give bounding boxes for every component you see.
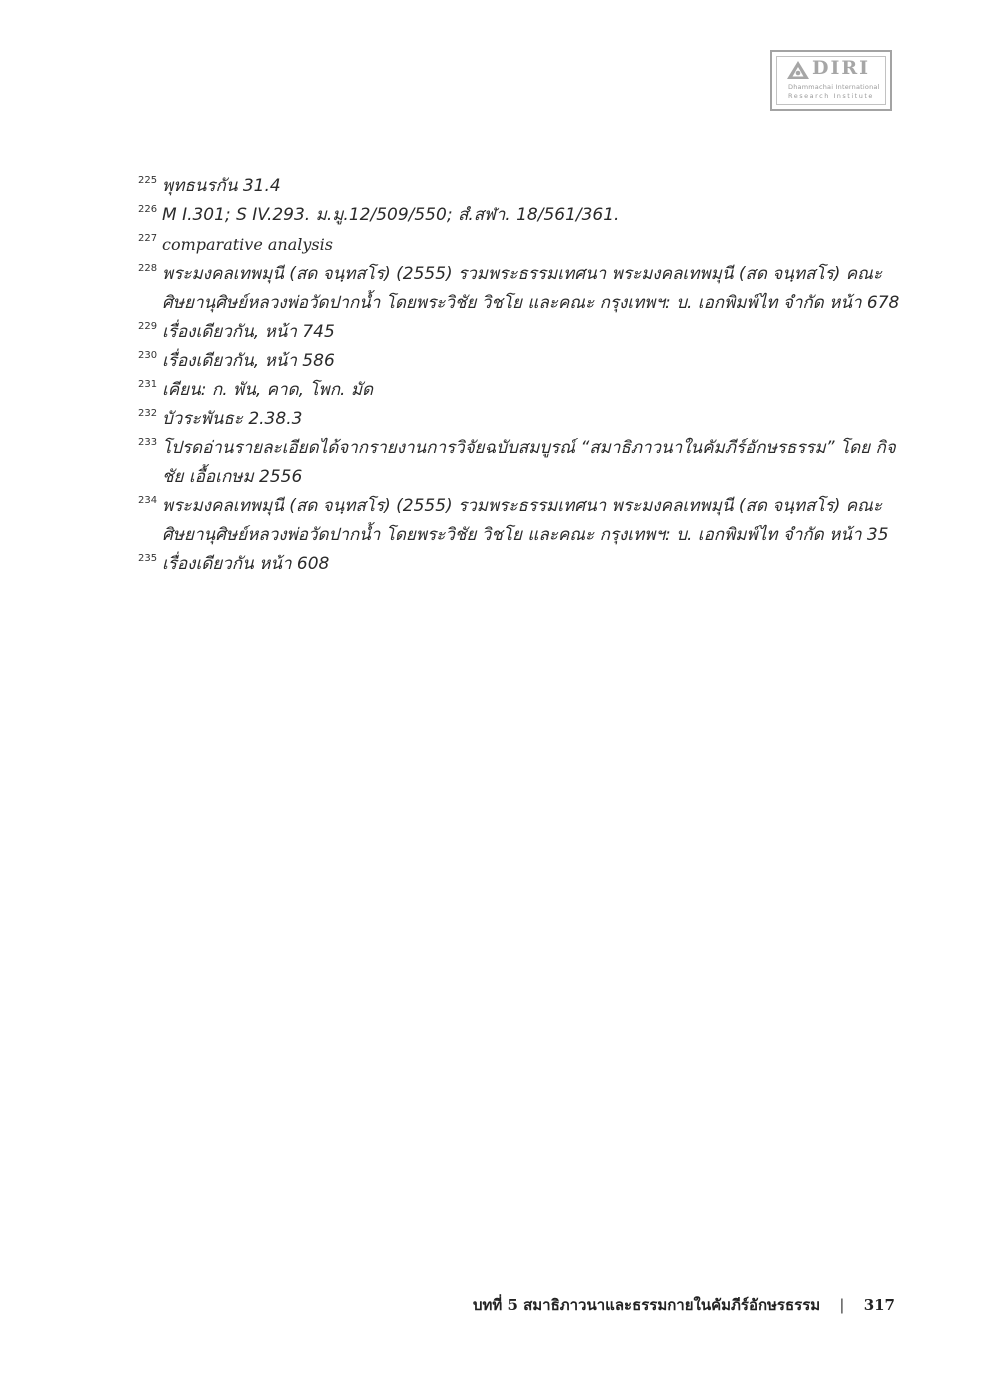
footnote-235 <box>138 550 908 579</box>
page-number: 317 <box>863 1296 895 1314</box>
footnote-number: 235 <box>138 553 158 564</box>
triangle-emblem-icon <box>786 60 810 80</box>
footnote-text: พุทธนรกัน 31.4 <box>162 176 281 196</box>
footnote-number: 229 <box>138 321 158 332</box>
footnote-234 <box>138 492 908 550</box>
footnote-number: 233 <box>138 437 158 448</box>
footnote-text: comparative analysis <box>162 235 333 254</box>
logo-name: DIRI <box>812 57 871 79</box>
footnote-text: พระมงคลเทพมุนี (สด จนฺทสโร) (2555) รวมพระธรรมเทศนา พระมงคลเทพมุนี (สด จนฺทสโร) คณะศิษยานุศิษย์หลวงพ่อวัดปากน้ำ โดยพระวิชัย วิชโย และคณะ กรุงเทพฯ: บ. เอกพิมพ์ไท จำกัด หน้า 678 <box>162 264 900 313</box>
footnote-233 <box>138 434 908 492</box>
logo-subtitle-line2: Research Institute <box>788 92 874 100</box>
footnote-text: บัวระพันธะ 2.38.3 <box>162 409 303 429</box>
footnote-text: เรื่องเดียวกัน, หน้า 745 <box>162 322 335 342</box>
diri-logo <box>770 50 892 111</box>
footnote-text: M I.301; S IV.293. ม.มู.12/509/550; สํ.สฬา. 18/561/361. <box>162 205 620 225</box>
footnote-231 <box>138 376 908 405</box>
footnote-text: เรื่องเดียวกัน, หน้า 586 <box>162 351 335 371</box>
footnote-228 <box>138 260 908 318</box>
footnote-232 <box>138 405 908 434</box>
running-footer <box>473 1293 895 1317</box>
footnote-number: 227 <box>138 233 158 244</box>
footnote-text: เคียน: ก. พัน, คาด, โพก. มัด <box>162 380 374 400</box>
logo-subtitle-line1: Dhammachai International <box>788 83 880 91</box>
footnote-225 <box>138 172 908 201</box>
footnote-number: 225 <box>138 175 158 186</box>
footnote-226 <box>138 201 908 230</box>
footnote-text: เรื่องเดียวกัน หน้า 608 <box>162 554 330 574</box>
footnote-list <box>138 172 908 579</box>
footnote-number: 228 <box>138 263 158 274</box>
footnote-text: พระมงคลเทพมุนี (สด จนฺทสโร) (2555) รวมพระธรรมเทศนา พระมงคลเทพมุนี (สด จนฺทสโร) คณะศิษยานุศิษย์หลวงพ่อวัดปากน้ำ โดยพระวิชัย วิชโย และคณะ กรุงเทพฯ: บ. เอกพิมพ์ไท จำกัด หน้า 35 <box>162 496 889 545</box>
footnote-230 <box>138 347 908 376</box>
footnote-number: 226 <box>138 204 158 215</box>
footnote-227 <box>138 230 908 260</box>
footnote-number: 231 <box>138 379 158 390</box>
footnote-number: 232 <box>138 408 158 419</box>
footnote-text: โปรดอ่านรายละเอียดได้จากรายงานการวิจัยฉบับสมบูรณ์ “สมาธิภาวนาในคัมภีร์อักษรธรรม” โดย กิจชัย เอื้อเกษม 2556 <box>162 438 896 487</box>
footnote-229 <box>138 318 908 347</box>
footnote-number: 234 <box>138 495 158 506</box>
footnote-number: 230 <box>138 350 158 361</box>
footer-separator: | <box>839 1296 845 1314</box>
chapter-title: บทที่ 5 สมาธิภาวนาและธรรมกายในคัมภีร์อักษรธรรม <box>472 1296 821 1314</box>
